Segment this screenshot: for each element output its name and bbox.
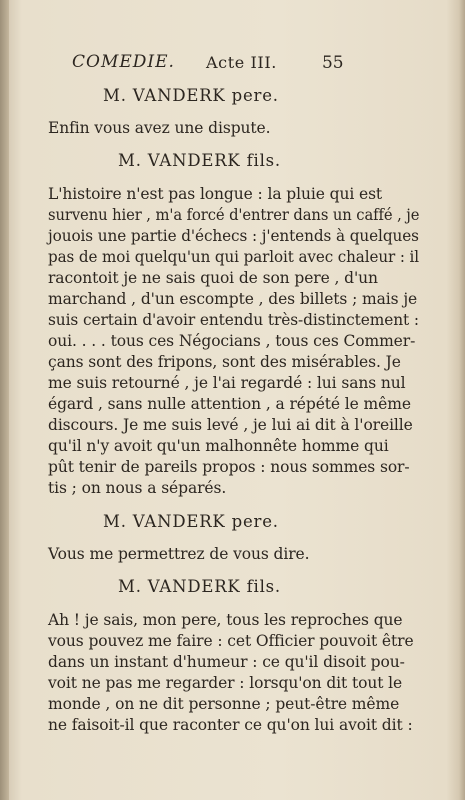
speech-line: Vous me permettrez de vous dire. — [48, 545, 310, 563]
speech-line: ne faisoit-il que raconter ce qu'on lui avoit dit : — [48, 716, 413, 734]
speech-line: Ah ! je sais, mon pere, tous les reproches que — [48, 611, 403, 629]
speech-line: vous pouvez me faire : cet Officier pouvoit être — [48, 632, 414, 650]
speech-line: dans un instant d'humeur : ce qu'il disoit pou- — [48, 653, 405, 671]
speech-line: pas de moi quelqu'un qui parloit avec chaleur : il — [48, 248, 420, 266]
speech-line: pût tenir de pareils propos : nous sommes sor- — [48, 458, 410, 476]
speech-line: L'histoire n'est pas longue : la pluie qui est — [48, 185, 383, 203]
speaker-label: M. VANDERK pere. — [103, 86, 279, 105]
speech-line: qu'il n'y avoit qu'un malhonnête homme qui — [48, 437, 389, 455]
speech-line: oui. . . . tous ces Négocians , tous ces Commer- — [48, 332, 416, 350]
speech-line: çans sont des fripons, sont des misérables. Je — [48, 353, 401, 371]
speech-line: Enfin vous avez une dispute. — [48, 119, 271, 137]
page-number: 55 — [322, 53, 344, 73]
act-heading: Acte III. — [206, 53, 277, 72]
speech-line: monde , on ne dit personne ; peut-être même — [48, 695, 400, 713]
running-title: COMEDIE. — [72, 52, 175, 72]
speech-line: marchand , d'un escompte , des billets ; mais je — [48, 290, 418, 308]
speech-line: voit ne pas me regarder : lorsqu'on dit tout le — [48, 674, 403, 692]
speech-line: suis certain d'avoir entendu très-distinctement : — [48, 311, 419, 329]
speech-line: survenu hier , m'a forcé d'entrer dans un caffé , je — [48, 206, 420, 224]
speech-line: discours. Je me suis levé , je lui ai dit à l'oreille — [48, 416, 413, 434]
speech-line: me suis retourné , je l'ai regardé : lui sans nul — [48, 374, 406, 392]
speech-line: tis ; on nous a séparés. — [48, 479, 227, 497]
speech-line: égard , sans nulle attention , a répété le même — [48, 395, 411, 413]
speaker-label: M. VANDERK fils. — [118, 151, 281, 170]
speaker-label: M. VANDERK pere. — [103, 512, 279, 531]
speaker-label: M. VANDERK fils. — [118, 577, 281, 596]
speech-line: jouois une partie d'échecs : j'entends à quelques — [48, 227, 419, 245]
speech-line: racontoit je ne sais quoi de son pere , d'un — [48, 269, 378, 287]
